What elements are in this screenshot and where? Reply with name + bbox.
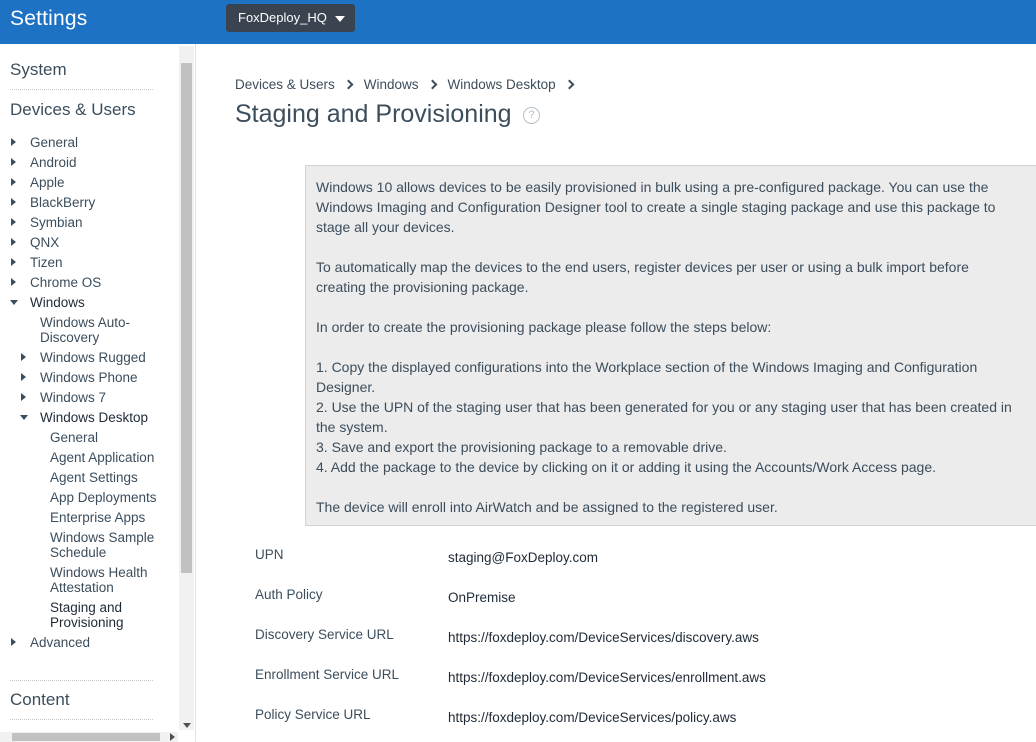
sidebar-section-system[interactable]: System bbox=[10, 60, 67, 79]
info-step: Designer. bbox=[316, 379, 376, 395]
sidebar-item-windows-health-attestation-cont[interactable]: Attestation bbox=[50, 580, 114, 595]
organization-group-selector[interactable] bbox=[226, 4, 355, 32]
info-text: Windows Imaging and Configuration Designer tool to create a single staging package and use this package to bbox=[316, 199, 996, 215]
sidebar-item-enterprise-apps[interactable]: Enterprise Apps bbox=[50, 510, 146, 525]
sidebar-item-qnx[interactable]: QNX bbox=[30, 235, 60, 250]
expand-arrow-icon[interactable] bbox=[11, 218, 16, 226]
sidebar-item-windows-auto-discovery[interactable]: Windows Auto- bbox=[40, 315, 131, 330]
enrollment-url-label: Enrollment Service URL bbox=[255, 667, 400, 682]
collapse-arrow-icon[interactable] bbox=[10, 300, 18, 305]
horizontal-scrollbar[interactable] bbox=[0, 732, 178, 742]
expand-arrow-icon[interactable] bbox=[11, 138, 16, 146]
upn-label: UPN bbox=[255, 547, 284, 562]
info-text: To automatically map the devices to the end users, register devices per user or using a bulk import before bbox=[316, 259, 969, 275]
main-content bbox=[197, 44, 1036, 742]
sidebar-item-general[interactable]: General bbox=[30, 135, 79, 150]
sidebar-item-tizen[interactable]: Tizen bbox=[30, 255, 63, 270]
sidebar-item-windows-health-attestation[interactable]: Windows Health bbox=[50, 565, 148, 580]
top-header-bar bbox=[0, 0, 1036, 44]
info-step: 4. Add the package to the device by clicking on it or adding it using the Accounts/Work Access page. bbox=[316, 459, 937, 475]
sidebar-item-agent-application[interactable]: Agent Application bbox=[50, 450, 155, 465]
sidebar-section-content[interactable]: Content bbox=[10, 690, 70, 709]
sidebar-item-symbian[interactable]: Symbian bbox=[30, 215, 83, 230]
sidebar-item-windows-desktop[interactable]: Windows Desktop bbox=[40, 410, 149, 425]
info-step: 1. Copy the displayed configurations into the Workplace section of the Windows Imaging and Configuration bbox=[316, 359, 978, 375]
collapse-arrow-icon[interactable] bbox=[20, 415, 28, 420]
discovery-url-value: https://foxdeploy.com/DeviceServices/discovery.aws bbox=[448, 630, 759, 645]
info-text: In order to create the provisioning package please follow the steps below: bbox=[316, 319, 772, 335]
expand-arrow-icon[interactable] bbox=[11, 278, 16, 286]
app-title: Settings bbox=[10, 7, 88, 30]
sidebar-item-staging-provisioning[interactable]: Staging and bbox=[50, 600, 123, 615]
breadcrumb-windows-desktop[interactable]: Windows Desktop bbox=[447, 77, 556, 92]
sidebar-item-windows-sample-schedule-cont[interactable]: Schedule bbox=[50, 545, 107, 560]
chevron-right-icon bbox=[564, 80, 574, 90]
sidebar-item-windows-auto-discovery-cont[interactable]: Discovery bbox=[40, 330, 100, 345]
instructions-panel bbox=[305, 165, 1036, 526]
policy-url-value: https://foxdeploy.com/DeviceServices/policy.aws bbox=[448, 710, 737, 725]
sidebar-item-advanced[interactable]: Advanced bbox=[30, 635, 91, 650]
horizontal-scrollbar-thumb[interactable] bbox=[12, 733, 160, 741]
expand-arrow-icon[interactable] bbox=[11, 258, 16, 266]
section-divider bbox=[10, 719, 153, 720]
help-icon[interactable]: ? bbox=[523, 107, 540, 124]
upn-value: staging@FoxDeploy.com bbox=[448, 550, 599, 565]
info-text: creating the provisioning package. bbox=[316, 279, 529, 295]
info-text: stage all your devices. bbox=[316, 219, 455, 235]
expand-arrow-icon[interactable] bbox=[11, 178, 16, 186]
sidebar-nav bbox=[0, 44, 178, 742]
breadcrumb-windows[interactable]: Windows bbox=[363, 77, 419, 92]
expand-arrow-icon[interactable] bbox=[21, 373, 26, 381]
policy-url-label: Policy Service URL bbox=[255, 707, 371, 722]
sidebar-item-apple[interactable]: Apple bbox=[30, 175, 65, 190]
organization-group-label: FoxDeploy_HQ bbox=[238, 10, 327, 25]
sidebar-item-windows-rugged[interactable]: Windows Rugged bbox=[40, 350, 146, 365]
sidebar bbox=[0, 44, 196, 742]
sidebar-item-agent-settings[interactable]: Agent Settings bbox=[50, 470, 138, 485]
info-step: 2. Use the UPN of the staging user that has been generated for you or any staging user that has been created in bbox=[316, 399, 1012, 415]
sidebar-item-windows-phone[interactable]: Windows Phone bbox=[40, 370, 138, 385]
sidebar-item-windows-7[interactable]: Windows 7 bbox=[40, 390, 107, 405]
sidebar-item-app-deployments[interactable]: App Deployments bbox=[50, 490, 157, 505]
expand-arrow-icon[interactable] bbox=[11, 638, 16, 646]
section-divider bbox=[10, 680, 153, 681]
sidebar-item-blackberry[interactable]: BlackBerry bbox=[30, 195, 96, 210]
breadcrumb bbox=[235, 77, 585, 92]
section-divider bbox=[10, 89, 153, 90]
discovery-url-label: Discovery Service URL bbox=[255, 627, 394, 642]
sidebar-item-windows-sample-schedule[interactable]: Windows Sample bbox=[50, 530, 155, 545]
expand-arrow-icon[interactable] bbox=[11, 198, 16, 206]
auth-policy-value: OnPremise bbox=[448, 590, 516, 605]
chevron-down-icon bbox=[335, 16, 345, 22]
sidebar-item-windows[interactable]: Windows bbox=[30, 295, 85, 310]
vertical-scrollbar[interactable] bbox=[179, 46, 194, 730]
scroll-down-icon[interactable] bbox=[183, 723, 191, 728]
breadcrumb-devices-users[interactable]: Devices & Users bbox=[235, 77, 335, 92]
expand-arrow-icon[interactable] bbox=[11, 158, 16, 166]
sidebar-item-chrome-os[interactable]: Chrome OS bbox=[30, 275, 102, 290]
sidebar-item-wd-general[interactable]: General bbox=[50, 430, 99, 445]
info-text: The device will enroll into AirWatch and be assigned to the registered user. bbox=[316, 499, 778, 515]
chevron-right-icon bbox=[427, 80, 437, 90]
info-step: the system. bbox=[316, 419, 388, 435]
info-text: Windows 10 allows devices to be easily provisioned in bulk using a pre-configured package. You can use the bbox=[316, 179, 989, 195]
chevron-right-icon bbox=[343, 80, 353, 90]
sidebar-section-devices-users[interactable]: Devices & Users bbox=[10, 100, 136, 119]
expand-arrow-icon[interactable] bbox=[21, 393, 26, 401]
info-step: 3. Save and export the provisioning package to a removable drive. bbox=[316, 439, 727, 455]
page-title: Staging and Provisioning bbox=[235, 100, 512, 128]
scroll-right-icon[interactable] bbox=[170, 733, 175, 741]
enrollment-url-value: https://foxdeploy.com/DeviceServices/enrollment.aws bbox=[448, 670, 766, 685]
vertical-scrollbar-thumb[interactable] bbox=[181, 63, 192, 573]
auth-policy-label: Auth Policy bbox=[255, 587, 323, 602]
sidebar-item-staging-provisioning-cont[interactable]: Provisioning bbox=[50, 615, 124, 630]
expand-arrow-icon[interactable] bbox=[11, 238, 16, 246]
expand-arrow-icon[interactable] bbox=[21, 353, 26, 361]
sidebar-item-android[interactable]: Android bbox=[30, 155, 77, 170]
